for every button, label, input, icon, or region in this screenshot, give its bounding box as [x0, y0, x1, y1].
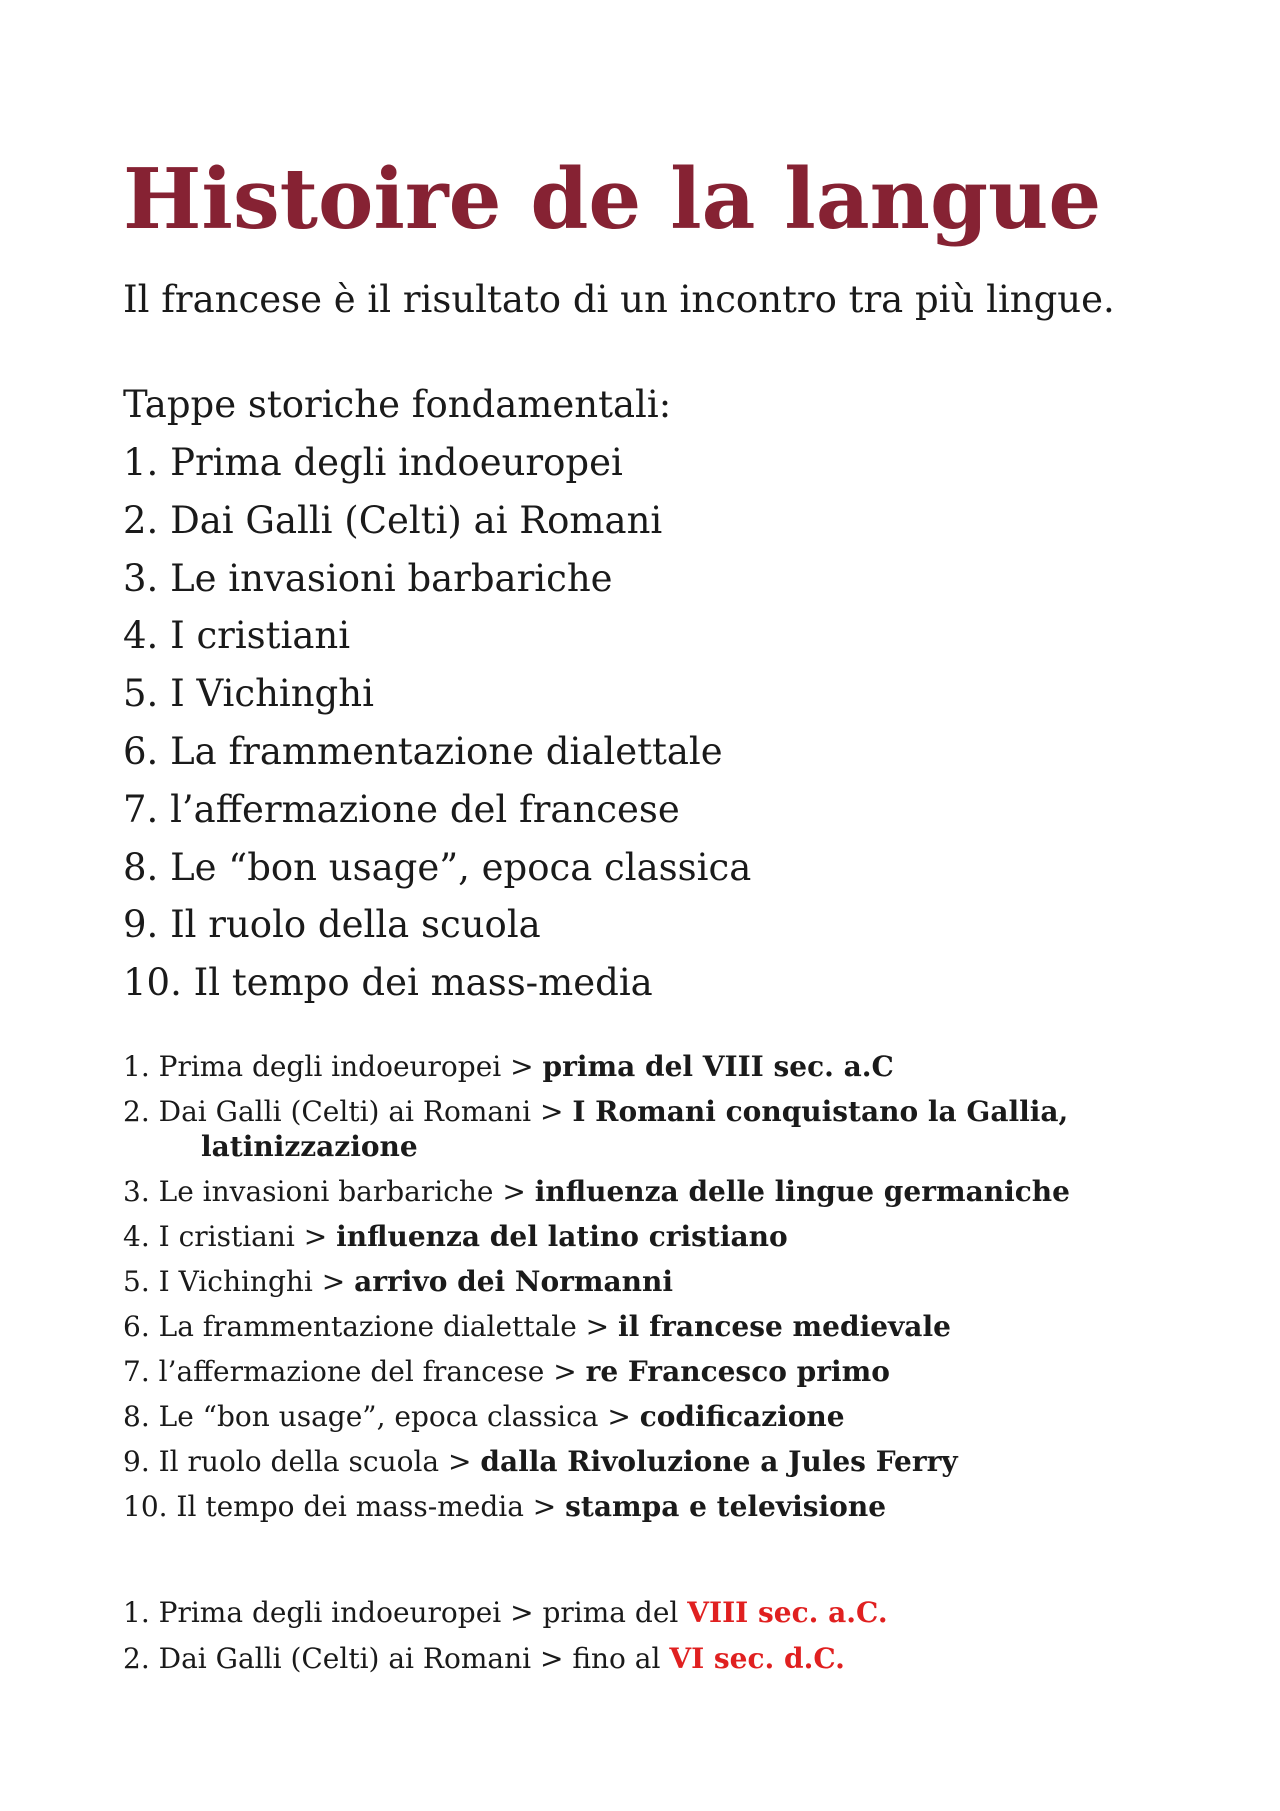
date-item: [123, 1641, 888, 1676]
detail-value: influenza delle lingue germaniche: [534, 1175, 1070, 1208]
stage-item: 8. Le “bon usage”, epoca classica: [123, 845, 752, 889]
detail-label: 10. Il tempo dei mass-media >: [123, 1490, 566, 1523]
detail-label: 5. I Vichinghi >: [123, 1265, 355, 1298]
stages-heading: Tappe storiche fondamentali:: [123, 383, 672, 426]
detail-value: dalla Rivoluzione a Jules Ferry: [480, 1445, 958, 1478]
detail-label: 8. Le “bon usage”, epoca classica >: [123, 1400, 640, 1433]
detail-value: stampa e televisione: [565, 1490, 887, 1523]
detail-value: codificazione: [639, 1400, 845, 1433]
date-item: [123, 1595, 888, 1630]
detail-label: 7. l’affermazione del francese >: [123, 1355, 586, 1388]
page-title: Histoire de la langue: [123, 150, 1102, 248]
detail-label: 2. Dai Galli (Celti) ai Romani >: [123, 1095, 573, 1128]
intro-paragraph: Il francese è il risultato di un incontro tra più lingue.: [123, 278, 1115, 321]
detail-item: [123, 1094, 1183, 1164]
date-label: 2. Dai Galli (Celti) ai Romani > fino al: [123, 1641, 670, 1675]
detail-label: 1. Prima degli indoeuropei >: [123, 1050, 543, 1083]
date-highlight: VIII sec. a.C.: [687, 1596, 888, 1629]
date-label: 1. Prima degli indoeuropei > prima del: [123, 1596, 688, 1629]
date-highlight: VI sec. d.C.: [669, 1641, 845, 1675]
detail-label: 3. Le invasioni barbariche >: [123, 1175, 535, 1208]
detail-value: arrivo dei Normanni: [354, 1265, 674, 1298]
detail-item: [123, 1399, 1183, 1434]
dates-list: [123, 1595, 888, 1686]
detail-value: influenza del latino cristiano: [336, 1220, 788, 1253]
stage-item: 6. La frammentazione dialettale: [123, 729, 723, 773]
stages-detail-list: [123, 1049, 1183, 1534]
detail-item: [123, 1489, 1183, 1524]
detail-item: [123, 1049, 1183, 1084]
detail-item: [123, 1309, 1183, 1344]
stage-item: 10. Il tempo dei mass-media: [123, 961, 653, 1005]
detail-item: [123, 1354, 1183, 1389]
stage-item: 2. Dai Galli (Celti) ai Romani: [123, 498, 663, 542]
detail-value: prima del VIII sec. a.C: [542, 1050, 894, 1083]
detail-value: re Francesco primo: [585, 1355, 890, 1388]
stage-item: 9. Il ruolo della scuola: [123, 903, 541, 947]
detail-label: 9. Il ruolo della scuola >: [123, 1445, 481, 1478]
detail-item: [123, 1219, 1183, 1254]
stage-item: 1. Prima degli indoeuropei: [123, 441, 623, 484]
detail-value: I Romani conquistano la Gallia, latinizzazione: [201, 1095, 1069, 1163]
stage-item: 5. I Vichinghi: [123, 672, 374, 716]
stage-item: 7. l’affermazione del francese: [123, 787, 680, 831]
detail-item: [123, 1174, 1183, 1209]
stages-list: [123, 440, 751, 1018]
stage-item: 4. I cristiani: [123, 614, 351, 658]
detail-label: 6. La frammentazione dialettale >: [123, 1310, 619, 1343]
detail-item: [123, 1264, 1183, 1299]
stage-item: 3. Le invasioni barbariche: [123, 556, 613, 600]
detail-value: il francese medievale: [618, 1310, 951, 1343]
detail-item: [123, 1444, 1183, 1479]
detail-label: 4. I cristiani >: [123, 1220, 337, 1253]
